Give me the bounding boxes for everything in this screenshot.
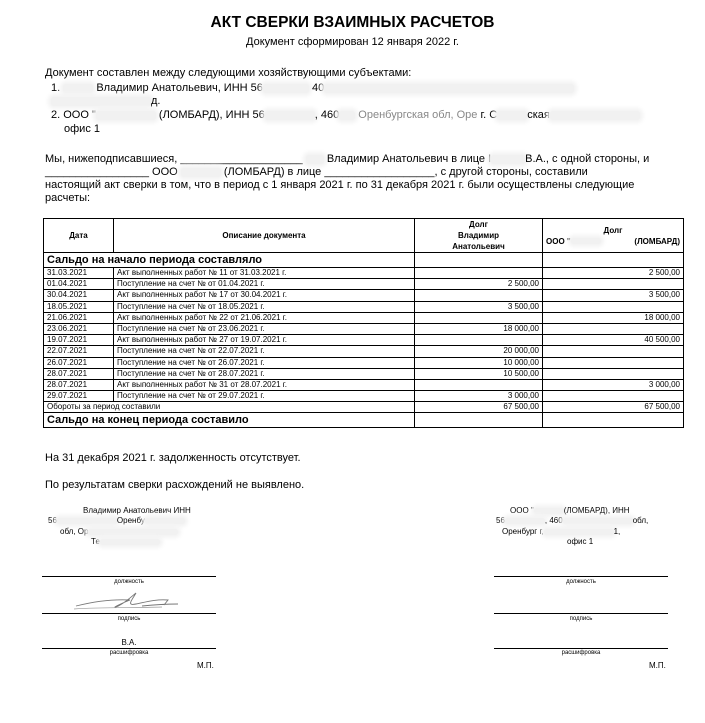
redaction	[57, 518, 117, 524]
turnover-row	[44, 402, 684, 413]
redaction	[263, 84, 309, 93]
party-1-cont: д.	[51, 95, 160, 107]
party-1: 1. Владимир Анатольевич, ИНН 56 40	[51, 82, 574, 94]
row-date: 22.07.2021	[44, 346, 114, 357]
row-debt-2	[543, 279, 684, 290]
row-date: 29.07.2021	[44, 391, 114, 402]
redaction	[265, 111, 315, 120]
row-description: Поступление на счет № от 26.07.2021 г.	[114, 357, 415, 368]
redaction	[534, 508, 564, 514]
row-debt-1: 18 000,00	[415, 323, 543, 334]
row-description: Поступление на счет № от 28.07.2021 г.	[114, 368, 415, 379]
redaction	[324, 84, 574, 93]
left-position-caption: должность	[114, 579, 144, 585]
opening-balance-label: Сальдо на начало периода составляло	[44, 253, 415, 268]
left-decoding-line	[42, 648, 216, 649]
redaction	[100, 539, 160, 545]
left-stamp-place: М.П.	[197, 661, 214, 670]
debt-statement: На 31 декабря 2021 г. задолженность отсутствует.	[45, 452, 301, 464]
reconciliation-table	[43, 218, 684, 428]
row-description: Акт выполненных работ № 27 от 19.07.2021 г.	[114, 335, 415, 346]
redaction	[63, 84, 93, 93]
table-row	[44, 268, 684, 279]
row-debt-1: 3 500,00	[415, 301, 543, 312]
right-stamp-place: М.П.	[649, 661, 666, 670]
table-row	[44, 379, 684, 390]
turnover-label: Обороты за период составили	[44, 402, 415, 413]
row-date: 31.03.2021	[44, 268, 114, 279]
right-position-line	[494, 576, 668, 577]
table-body	[44, 268, 684, 402]
redaction	[145, 518, 185, 524]
column-header-debt-1: Долг Владимир Анатольевич	[415, 219, 543, 253]
row-description: Акт выполненных работ № 31 от 28.07.2021 г.	[114, 379, 415, 390]
right-signature-caption: подпись	[569, 616, 593, 622]
redaction	[505, 518, 545, 524]
left-initials: В.А.	[121, 638, 137, 647]
statement-line-1: Мы, нижеподписавшиеся, ____________________ Владимир Анатольевич в лице I В.А., с одной стороны, и	[45, 153, 650, 165]
row-debt-2: 18 000,00	[543, 312, 684, 323]
row-description: Поступление на счет № от 22.07.2021 г.	[114, 346, 415, 357]
redaction	[181, 168, 221, 177]
left-signer-address-3: Те	[91, 537, 160, 546]
redaction	[306, 155, 324, 164]
row-debt-2: 40 500,00	[543, 335, 684, 346]
row-date: 18.05.2021	[44, 301, 114, 312]
document-title: АКТ СВЕРКИ ВЗАИМНЫХ РАСЧЕТОВ	[210, 14, 495, 31]
table-row	[44, 312, 684, 323]
row-debt-2: 3 500,00	[543, 290, 684, 301]
left-signature-caption: подпись	[117, 616, 141, 622]
row-debt-1	[415, 379, 543, 390]
row-debt-1: 2 500,00	[415, 279, 543, 290]
redaction	[550, 111, 640, 120]
row-description: Поступление на счет № от 23.06.2021 г.	[114, 323, 415, 334]
row-debt-2	[543, 368, 684, 379]
table-row	[44, 391, 684, 402]
row-debt-2	[543, 301, 684, 312]
table-row	[44, 279, 684, 290]
right-signer-address-2: Оренбург г, 1,	[502, 527, 621, 536]
redaction	[51, 97, 151, 106]
row-debt-1: 10 500,00	[415, 368, 543, 379]
left-signer-address-2: обл, Ор	[60, 527, 178, 536]
column-header-description: Описание документа	[114, 219, 415, 253]
row-date: 28.07.2021	[44, 368, 114, 379]
redaction	[563, 518, 633, 524]
document-date: Документ сформирован 12 января 2022 г.	[246, 36, 459, 48]
row-debt-1	[415, 312, 543, 323]
table-row	[44, 323, 684, 334]
turnover-debt-1: 67 500,00	[415, 402, 543, 413]
table-row	[44, 335, 684, 346]
right-signer-address-3: офис 1	[567, 537, 594, 546]
party-2-office: офис 1	[64, 123, 100, 135]
table-row	[44, 290, 684, 301]
row-date: 26.07.2021	[44, 357, 114, 368]
right-signer-address-1: 56 , 460 обл,	[496, 516, 649, 525]
row-description: Акт выполненных работ № 17 от 30.04.2021 г.	[114, 290, 415, 301]
redaction	[88, 529, 178, 535]
row-date: 28.07.2021	[44, 379, 114, 390]
left-signer-name: Владимир Анатольевич ИНН	[83, 506, 191, 515]
party-2: 2. ООО " (ЛОМБАРД), ИНН 56 , 460 Оренбургская обл, Оре г. С ская	[51, 109, 640, 121]
right-position-caption: должность	[566, 579, 596, 585]
right-decoding-caption: расшифровка	[561, 650, 601, 656]
row-description: Поступление на счет № от 29.07.2021 г.	[114, 391, 415, 402]
statement-line-3: настоящий акт сверки в том, что в период с 1 января 2021 г. по 31 декабря 2021 г. были осуществлены следующие	[45, 179, 635, 191]
row-debt-1: 10 000,00	[415, 357, 543, 368]
column-header-debt-2: Долг ООО " (ЛОМБАРД)	[543, 219, 684, 253]
right-signature-line	[494, 613, 668, 614]
redaction	[497, 111, 527, 120]
row-debt-2: 3 000,00	[543, 379, 684, 390]
left-position-line	[42, 576, 216, 577]
column-header-date: Дата	[44, 219, 114, 253]
row-debt-2	[543, 346, 684, 357]
row-debt-2	[543, 391, 684, 402]
result-statement: По результатам сверки расхождений не выявлено.	[45, 479, 305, 491]
row-debt-1: 3 000,00	[415, 391, 543, 402]
opening-balance-row	[44, 253, 684, 268]
row-debt-1: 20 000,00	[415, 346, 543, 357]
row-date: 30.04.2021	[44, 290, 114, 301]
table-row	[44, 357, 684, 368]
row-date: 01.04.2021	[44, 279, 114, 290]
row-debt-1	[415, 335, 543, 346]
row-description: Акт выполненных работ № 11 от 31.03.2021 г.	[114, 268, 415, 279]
statement-line-4: расчеты:	[45, 192, 91, 204]
left-decoding-caption: расшифровка	[109, 650, 149, 656]
redaction	[96, 111, 156, 120]
row-date: 23.06.2021	[44, 323, 114, 334]
left-handwritten-signature	[72, 590, 182, 614]
row-debt-2	[543, 323, 684, 334]
row-debt-1	[415, 290, 543, 301]
row-date: 19.07.2021	[44, 335, 114, 346]
redaction	[491, 155, 525, 164]
row-debt-2	[543, 357, 684, 368]
table-row	[44, 346, 684, 357]
intro-line: Документ составлен между следующими хозяйствующими субъектами:	[45, 67, 412, 79]
row-description: Поступление на счет № от 18.05.2021 г.	[114, 301, 415, 312]
row-description: Поступление на счет № от 01.04.2021 г.	[114, 279, 415, 290]
redaction	[544, 529, 614, 535]
table-row	[44, 301, 684, 312]
row-date: 21.06.2021	[44, 312, 114, 323]
right-decoding-line	[494, 648, 668, 649]
right-signer-name: ООО " (ЛОМБАРД), ИНН	[510, 506, 630, 515]
row-debt-2: 2 500,00	[543, 268, 684, 279]
left-signer-address-1: 56 Оренбу	[48, 516, 185, 525]
left-signature-line	[42, 613, 216, 614]
statement-line-2: _________________ ООО (ЛОМБАРД) в лице __________________, с другой стороны, составили	[45, 166, 588, 178]
redaction	[571, 238, 601, 244]
closing-balance-row	[44, 413, 684, 428]
table-header-row	[44, 219, 684, 253]
redaction	[339, 111, 355, 120]
closing-balance-label: Сальдо на конец периода составило	[44, 413, 415, 428]
row-description: Акт выполненных работ № 22 от 21.06.2021 г.	[114, 312, 415, 323]
table-row	[44, 368, 684, 379]
turnover-debt-2: 67 500,00	[543, 402, 684, 413]
row-debt-1	[415, 268, 543, 279]
